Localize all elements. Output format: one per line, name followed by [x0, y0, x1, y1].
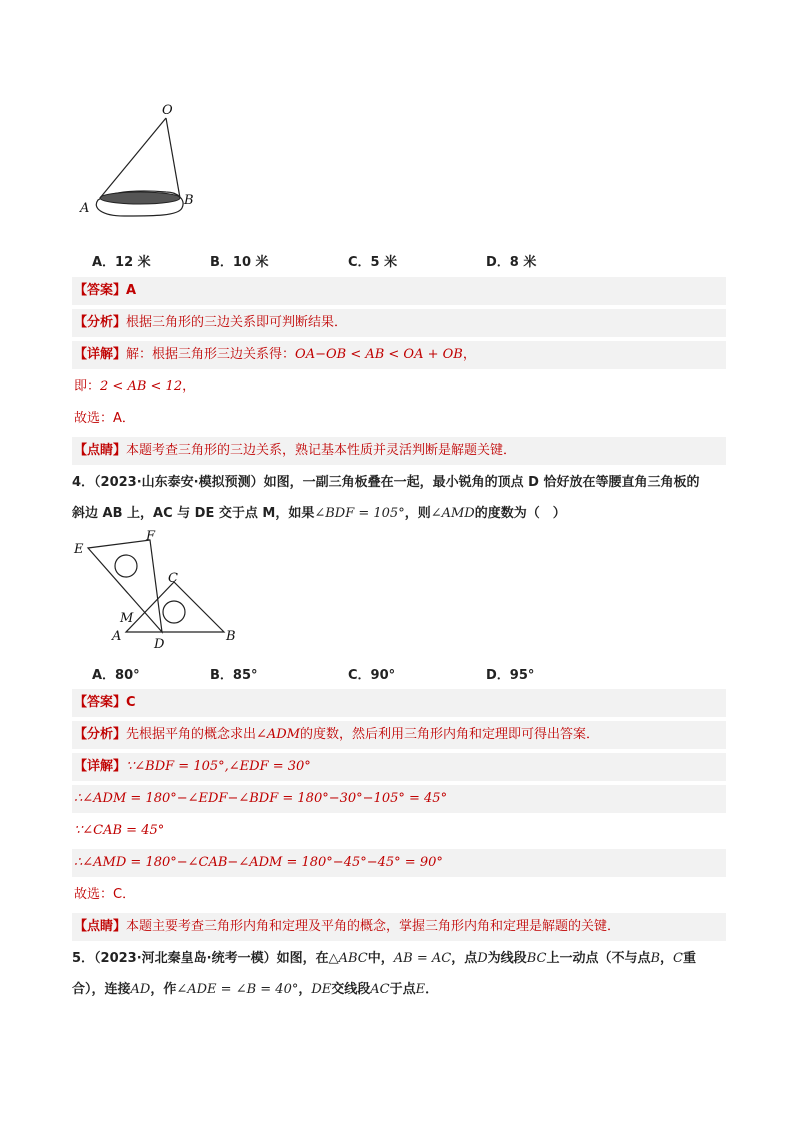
q4-detail: [72, 753, 726, 781]
step-2-formula: ∵∠CAB = 45°: [74, 823, 165, 838]
q3-line-ji: [72, 373, 726, 401]
q4-number: 4．: [72, 475, 95, 490]
q5-l2-m3: DE: [311, 982, 332, 997]
q4-source: （2023·山东泰安·模拟预测）: [94, 475, 264, 490]
q4-option-b[interactable]: B．85°: [210, 668, 258, 683]
q5-l2-b: ，作: [150, 982, 177, 997]
analysis-text: 根据三角形的三边关系即可判断结果．: [126, 315, 348, 330]
step-1-formula: ∴∠ADM = 180°−∠EDF−∠BDF = 180°−30°−105° = 45°: [74, 791, 448, 806]
q4-stem: [72, 467, 724, 529]
q4-step-2: [72, 817, 726, 845]
answer-value: C: [126, 695, 136, 710]
label-o: O: [162, 104, 173, 118]
q4-line2-c: 的度数为（ ）: [474, 506, 566, 521]
q5-line-2: [72, 974, 724, 1005]
hole-upper: [115, 555, 137, 577]
q4-line2-a: 斜边 AB 上，AC 与 DE 交于点 M，如果: [72, 506, 315, 521]
ji-prefix: 即：: [74, 379, 101, 394]
q5-l1-g: 重: [682, 951, 696, 966]
segment-oa: [100, 118, 166, 198]
set-squares-svg: [70, 528, 250, 652]
q5-stem: [72, 943, 724, 1005]
q3-analysis: [72, 309, 726, 337]
q5-line-1: [72, 943, 724, 974]
q4-answer: [72, 689, 726, 717]
analysis-tag: 【分析】: [74, 727, 127, 742]
ji-formula: 2 < AB < 12: [100, 379, 183, 394]
q4-comment: [72, 913, 726, 941]
q5-l1-f: ，: [660, 951, 674, 966]
q4-step-3: [72, 849, 726, 877]
q4-line2-math-1: ∠BDF = 105°: [314, 506, 405, 521]
label-b2: B: [226, 629, 236, 644]
q5-l1-m2: AB = AC: [393, 951, 452, 966]
comment-tag: 【点睛】: [74, 443, 127, 458]
choice-text: 故选：C．: [74, 887, 136, 902]
q3-option-c[interactable]: C．5 米: [348, 255, 398, 270]
label-f: F: [146, 529, 156, 544]
q4-option-d[interactable]: D．95°: [486, 668, 535, 683]
comment-tag: 【点睛】: [74, 919, 127, 934]
set-squares-figure: [70, 528, 250, 652]
label-c: C: [168, 571, 178, 586]
q3-comment: [72, 437, 726, 465]
pond-triangle-svg: [74, 104, 204, 224]
q3-option-d[interactable]: D．8 米: [486, 255, 537, 270]
q5-l2-m5: E: [415, 982, 426, 997]
detail-tag: 【详解】: [74, 347, 127, 362]
comment-text: 本题主要考查三角形内角和定理及平角的概念，掌握三角形内角和定理是解题的关键．: [126, 919, 621, 934]
label-m: M: [120, 611, 134, 626]
q4-line2-math-2: ∠AMD: [430, 506, 475, 521]
q5-l1-d: 为线段: [487, 951, 527, 966]
q5-l2-m4: AC: [370, 982, 390, 997]
answer-tag: 【答案】: [74, 283, 127, 298]
q4-choice: [72, 881, 726, 909]
q5-l1-c: ，点: [451, 951, 478, 966]
q5-l1-e: 上一动点（不与点: [546, 951, 651, 966]
q3-answer: [72, 277, 726, 305]
label-b: B: [184, 193, 194, 208]
q4-line-2: [72, 498, 724, 529]
q5-l2-d: 交线段: [331, 982, 371, 997]
q3-option-b[interactable]: B．10 米: [210, 255, 269, 270]
q5-l1-a: 如图，在: [276, 951, 329, 966]
detail-tag: 【详解】: [74, 759, 127, 774]
q5-l1-b: 中，: [367, 951, 394, 966]
q5-l1-m4: BC: [526, 951, 547, 966]
q3-option-a[interactable]: A．12 米: [92, 255, 151, 270]
detail-formula: ∵∠BDF = 105°,∠EDF = 30°: [126, 759, 311, 774]
q5-l2-e: 于点: [389, 982, 416, 997]
label-d: D: [154, 637, 165, 652]
detail-formula: OA−OB < AB < OA + OB: [295, 347, 463, 362]
analysis-tag: 【分析】: [74, 315, 127, 330]
q5-number: 5．: [72, 951, 95, 966]
q4-line2-b: ，则: [404, 506, 431, 521]
label-e: E: [74, 542, 84, 557]
q4-line-1: [72, 467, 724, 498]
pond-triangle-figure: [74, 104, 204, 224]
analysis-math: ∠ADM: [256, 727, 301, 742]
answer-value: A: [126, 283, 137, 298]
q5-l2-f: ．: [425, 982, 439, 997]
q4-option-c[interactable]: C．90°: [348, 668, 396, 683]
q4-step-1: [72, 785, 726, 813]
step-3-formula: ∴∠AMD = 180°−∠CAB−∠ADM = 180°−45°−45° = 90°: [74, 855, 443, 870]
hole-lower: [163, 601, 185, 623]
q5-l1-m3: D: [477, 951, 488, 966]
label-a: A: [80, 201, 90, 216]
analysis-text-b: 的度数，然后利用三角形内角和定理即可得出答案．: [300, 727, 600, 742]
label-a2: A: [112, 629, 122, 644]
q3-detail: [72, 341, 726, 369]
q4-option-a[interactable]: A．80°: [92, 668, 140, 683]
answer-tag: 【答案】: [74, 695, 127, 710]
q5-l1-m5: B: [650, 951, 661, 966]
detail-prefix: 解：根据三角形三边关系得：: [126, 347, 296, 362]
q5-source: （2023·河北秦皇岛·统考一模）: [94, 951, 277, 966]
choice-text: 故选：A．: [74, 411, 135, 426]
q5-l2-a: 合），连接: [72, 982, 131, 997]
q5-l1-m6: C: [673, 951, 683, 966]
analysis-text-a: 先根据平角的概念求出: [126, 727, 257, 742]
q5-l2-c: ，: [298, 982, 312, 997]
q4-analysis: [72, 721, 726, 749]
q5-l2-m2: ∠ADE = ∠B = 40°: [176, 982, 299, 997]
segment-ob: [166, 118, 180, 198]
ji-suffix: ，: [182, 379, 196, 394]
q5-l1-m1: △ABC: [328, 951, 368, 966]
q3-choice: [72, 405, 726, 433]
q5-l2-m1: AD: [130, 982, 151, 997]
q4-line1-text: 如图，一副三角板叠在一起，最小锐角的顶点 D 恰好放在等腰直角三角板的: [263, 475, 700, 490]
pond-water: [100, 192, 180, 204]
comment-text: 本题考查三角形的三边关系，熟记基本性质并灵活判断是解题关键．: [126, 443, 517, 458]
detail-suffix: ，: [462, 347, 476, 362]
